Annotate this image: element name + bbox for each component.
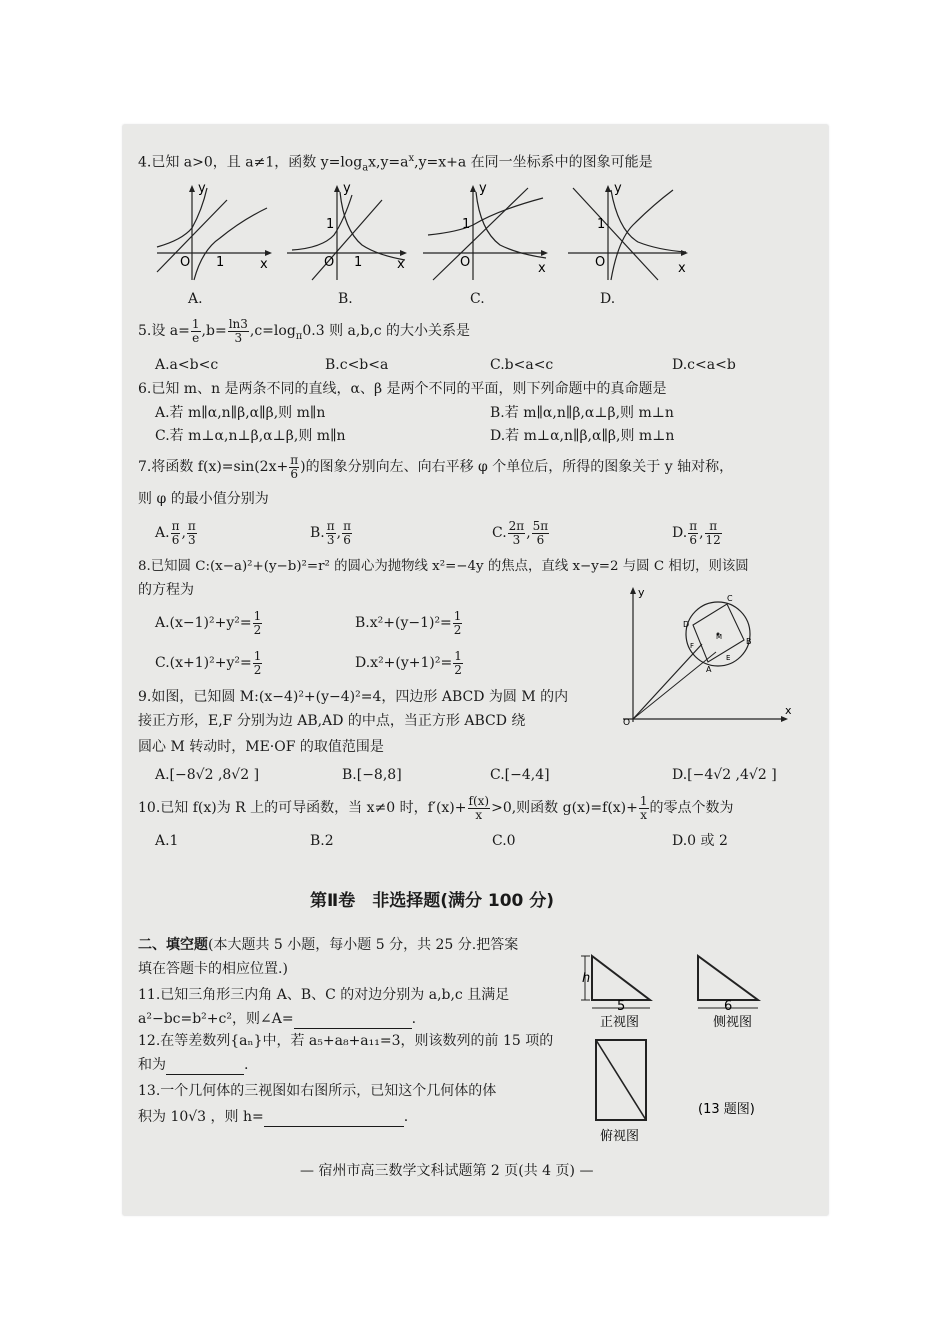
q7-stem: 7.将函数 f(x)=sin(2x+ $\frac{\pi}{6}$ )的图象分别向左、向右平移 φ 个单位后，所得的图象关于 y 轴对称，: [138, 452, 734, 481]
q10-option-b: B.2: [310, 833, 334, 849]
q4a-y-label: y: [198, 181, 206, 196]
q6-option-b: B.若 m∥α,n∥β,α⊥β,则 m⊥n: [490, 405, 674, 421]
q4a-origin: O: [180, 255, 191, 270]
view-5-label: 5: [617, 999, 626, 1014]
q12-line2: 和为 .: [138, 1057, 249, 1073]
q8-option-a: A.(x−1)²+y²= $\frac{1}{2}$: [155, 608, 262, 637]
q4b-one: 1: [326, 217, 335, 232]
q9-option-c: C.[−4,4]: [490, 767, 550, 783]
q12-line1: 12.在等差数列{aₙ}中，若 a₅+a₈+a₁₁=3，则该数列的前 15 项的: [138, 1033, 554, 1049]
q9-option-b: B.[−8,8]: [342, 767, 402, 783]
top-view-label: 俯视图: [600, 1129, 640, 1144]
q5-option-c: C.b<a<c: [490, 357, 554, 373]
q4-graph-c: [418, 180, 553, 285]
q9-y-label: y: [638, 586, 645, 599]
q6-option-d: D.若 m⊥α,n∥β,α∥β,则 m⊥n: [490, 428, 675, 444]
q7-option-c: C. $\frac{2\pi}{3}$ , $\frac{5\pi}{6}$: [492, 518, 549, 547]
q5-stem: 5.设 a= $\frac{1}{e}$ ,b= $\frac{\ln 3}{3}$ $,c=\log_\pi 0.3$ 则 a,b,c 的大小关系是: [138, 316, 471, 345]
q4-option-d: D.: [600, 291, 616, 307]
page-footer: — 宿州市高三数学文科试题第 2 页(共 4 页) —: [300, 1163, 594, 1179]
q10-option-d: D.0 或 2: [672, 833, 728, 849]
fill-heading: 二、填空题(本大题共 5 小题，每小题 5 分，共 25 分.把答案: [138, 937, 519, 953]
fill-heading-line2: 填在答题卡的相应位置.): [138, 961, 288, 977]
q4b-y-label: y: [343, 181, 351, 196]
q4b-origin: O: [324, 255, 335, 270]
q6-option-a: A.若 m∥α,n∥β,α∥β,则 m∥n: [155, 405, 326, 421]
q8-option-d: D.x²+(y+1)²= $\frac{1}{2}$: [355, 648, 462, 677]
q4-option-b: B.: [338, 291, 353, 307]
q9-a-label: A: [706, 665, 712, 674]
q4-option-a: A.: [188, 291, 203, 307]
q5-option-a: A.a<b<c: [155, 357, 219, 373]
q13-line1: 13.一个几何体的三视图如右图所示，已知这个几何体的体: [138, 1083, 497, 1099]
q9-c-label: C: [727, 594, 733, 603]
q9-b-label: B: [746, 637, 752, 646]
q13-answer-blank[interactable]: [264, 1108, 404, 1127]
q4c-origin: O: [460, 255, 471, 270]
view-h-label: h: [582, 971, 591, 986]
q10-option-c: C.0: [492, 833, 516, 849]
q9-line1: 9.如图，已知圆 M:(x−4)²+(y−4)²=4，四边形 ABCD 为圆 M 的内: [138, 689, 569, 705]
front-view-label: 正视图: [600, 1015, 640, 1030]
q4-option-c: C.: [470, 291, 485, 307]
q10-option-a: A.1: [155, 833, 179, 849]
q4-graph-b: [282, 180, 412, 285]
q11-answer-blank[interactable]: [294, 1010, 412, 1029]
q4b-x-label: x: [397, 257, 405, 272]
figure-13-caption: (13 题图): [698, 1102, 755, 1117]
q9-line3: 圆心 M 转动时，ME·OF 的取值范围是: [138, 739, 384, 755]
q6-stem: 6.已知 m、n 是两条不同的直线，α、β 是两个不同的平面，则下列命题中的真命题是: [138, 381, 667, 397]
three-view-figure: [578, 948, 793, 1148]
q9-m-label: M: [716, 633, 723, 641]
side-view-label: 侧视图: [713, 1015, 753, 1030]
q8-option-c: C.(x+1)²+y²= $\frac{1}{2}$: [155, 648, 262, 677]
q4-graph-a: [152, 180, 277, 285]
q4d-x-label: x: [678, 261, 686, 276]
q8-line1: 8.已知圆 C:(x−a)²+(y−b)²=r² 的圆心为抛物线 x²=−4y 的焦点，直线 x−y=2 与圆 C 相切，则该圆: [138, 559, 749, 574]
q7-option-a: A. $\frac{\pi}{6}$ , $\frac{\pi}{3}$: [155, 518, 196, 547]
q8-line2: 的方程为: [138, 582, 194, 598]
q9-option-a: A.[−8√2 ,8√2 ]: [155, 767, 260, 783]
q9-line2: 接正方形，E,F 分别为边 AB,AD 的中点，当正方形 ABCD 绕: [138, 713, 526, 729]
q5-option-d: D.c<a<b: [672, 357, 736, 373]
q9-e-label: E: [726, 654, 731, 662]
q9-f-label: F: [690, 642, 695, 650]
q12-answer-blank[interactable]: [166, 1056, 244, 1075]
q7-option-b: B. $\frac{\pi}{3}$ , $\frac{\pi}{6}$: [310, 518, 351, 547]
q4c-x-label: x: [538, 261, 546, 276]
section-2-title: 第Ⅱ卷 非选择题(满分 100 分): [310, 891, 555, 911]
q4b-one-x: 1: [354, 255, 363, 270]
q6-option-c: C.若 m⊥α,n⊥β,α⊥β,则 m∥n: [155, 428, 346, 444]
q9-figure: [618, 582, 798, 727]
q9-origin: O: [623, 718, 631, 727]
q7-line2: 则 φ 的最小值分别为: [138, 491, 269, 507]
q8-option-b: B.x²+(y−1)²= $\frac{1}{2}$: [355, 608, 462, 637]
view-6-label: 6: [724, 999, 733, 1014]
q11-line1: 11.已知三角形三内角 A、B、C 的对边分别为 a,b,c 且满足: [138, 987, 510, 1003]
q9-d-label: D: [683, 620, 690, 629]
q4a-one: 1: [216, 255, 225, 270]
q4a-x-label: x: [260, 257, 268, 272]
q4d-origin: O: [595, 255, 606, 270]
q4d-y-label: y: [614, 181, 622, 196]
q7-option-d: D. $\frac{\pi}{6}$ , $\frac{\pi}{12}$: [672, 518, 721, 547]
q4-stem: 4.已知 a>0，且 a≠1，函数 $y=\log_ax,y=a^x,y=x+a$ 在同一坐标系中的图象可能是: [138, 153, 653, 174]
q9-option-d: D.[−4√2 ,4√2 ]: [672, 767, 777, 783]
q4c-one: 1: [462, 217, 471, 232]
q13-line2: 积为 10√3 ，则 h= .: [138, 1109, 409, 1125]
q4d-one: 1: [597, 217, 606, 232]
q10-stem: 10.已知 f(x)为 R 上的可导函数，当 x≠0 时，f′(x)+ $\frac{f(x)}{x}$ >0,则函数 g(x)=f(x)+ $\frac{1}{x}$ 的零点个数为: [138, 793, 734, 822]
q4-graph-d: [563, 180, 693, 285]
q4c-y-label: y: [479, 181, 487, 196]
q11-line2: a²−bc=b²+c²，则∠A= .: [138, 1011, 417, 1027]
q5-option-b: B.c<b<a: [325, 357, 389, 373]
q9-x-label: x: [785, 704, 792, 717]
